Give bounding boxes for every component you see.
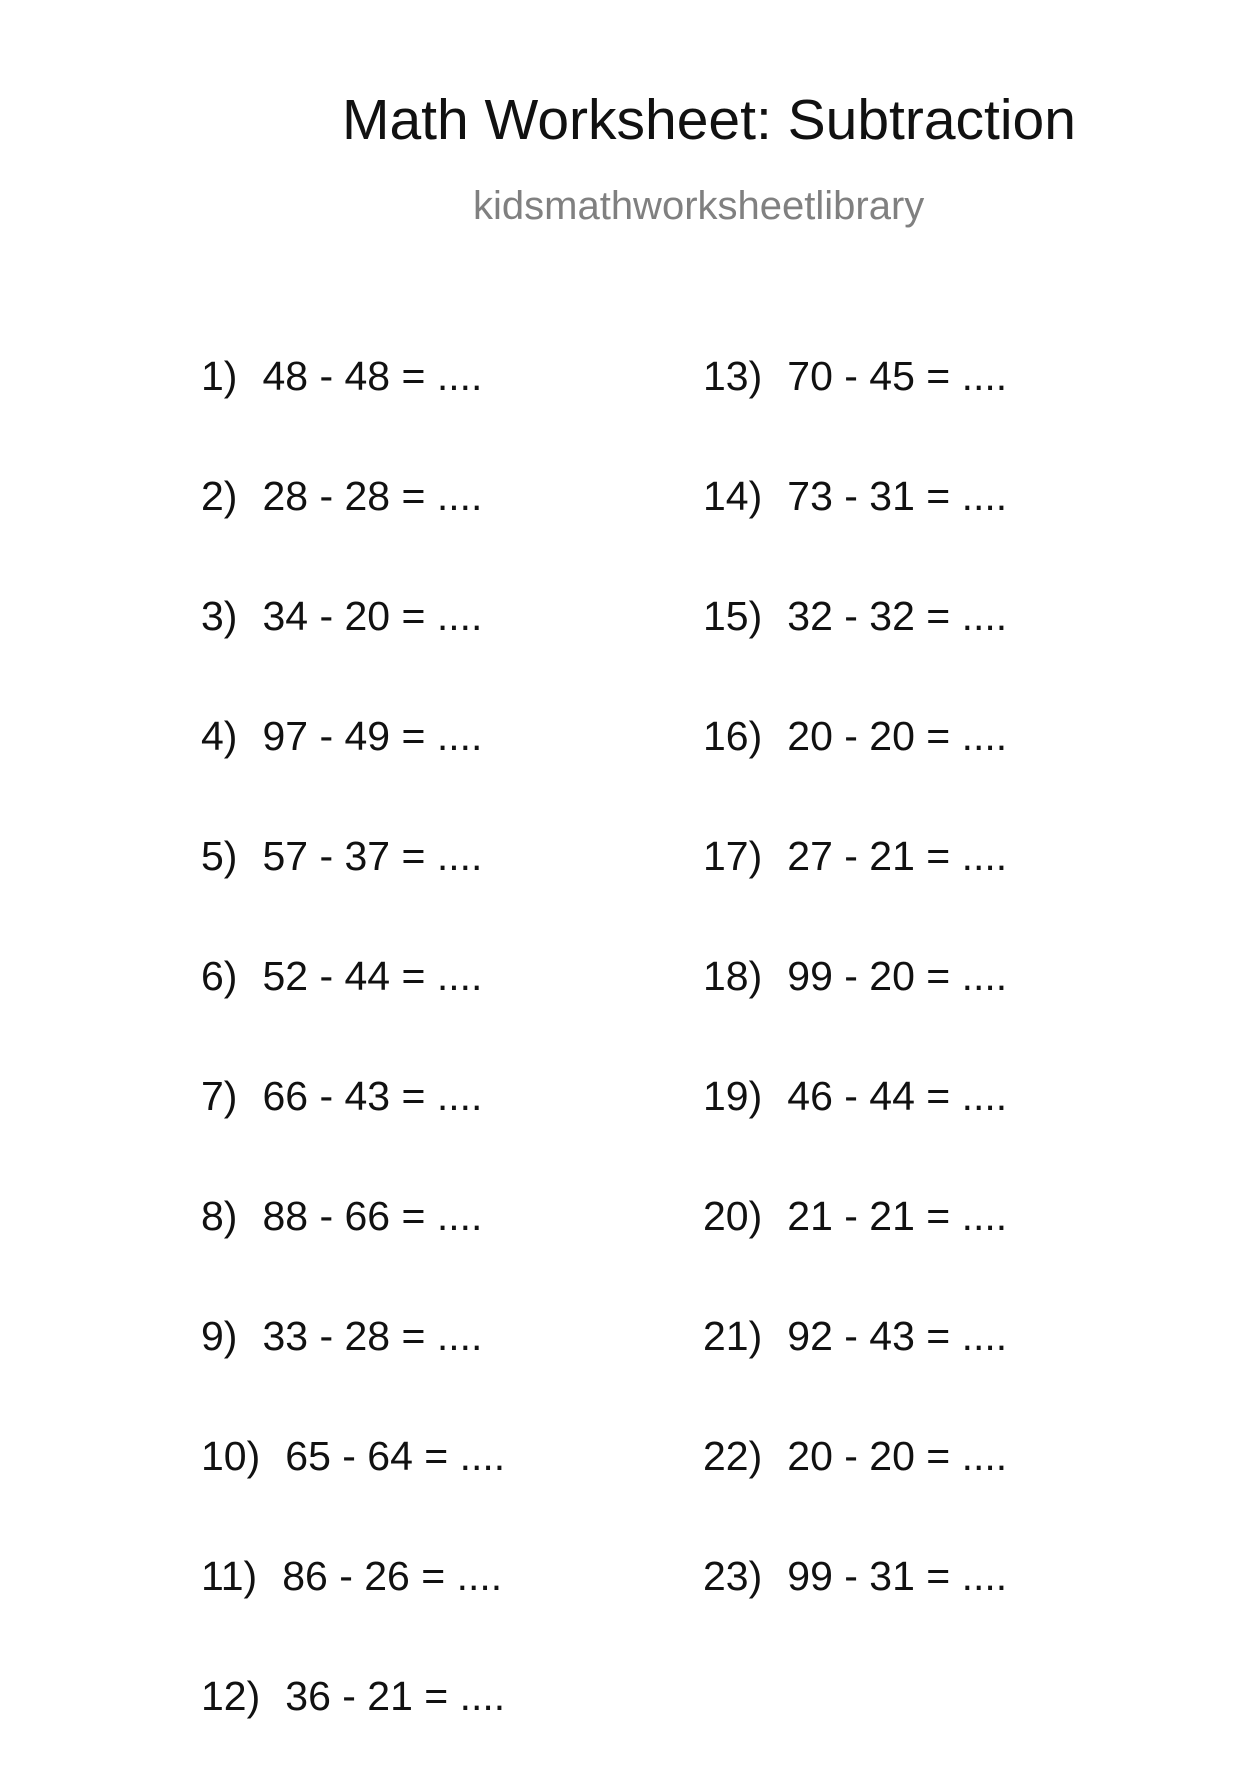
problem-number: 4) (201, 713, 238, 759)
problem-expression: 99 - 20 = .... (787, 953, 1008, 999)
problem-number: 3) (201, 593, 238, 639)
problem-expression: 57 - 37 = .... (262, 833, 483, 879)
problem-item (201, 472, 721, 592)
problem-number: 21) (703, 1313, 763, 1359)
problem-number: 8) (201, 1193, 238, 1239)
problem-number: 9) (201, 1313, 238, 1359)
problem-item (201, 1312, 721, 1432)
problem-number: 2) (201, 473, 238, 519)
worksheet-title: Math Worksheet: Subtraction (342, 88, 1076, 152)
problem-number: 23) (703, 1553, 763, 1599)
problem-expression: 21 - 21 = .... (787, 1193, 1008, 1239)
problem-item (703, 952, 1223, 1072)
problem-item (201, 352, 721, 472)
problem-item (703, 472, 1223, 592)
problem-expression: 20 - 20 = .... (787, 1433, 1008, 1479)
problem-number: 10) (201, 1433, 261, 1479)
problem-expression: 34 - 20 = .... (262, 593, 483, 639)
problem-expression: 97 - 49 = .... (262, 713, 483, 759)
problem-item (703, 352, 1223, 472)
problem-expression: 33 - 28 = .... (262, 1313, 483, 1359)
problem-item (703, 1552, 1223, 1672)
problem-expression: 70 - 45 = .... (787, 353, 1008, 399)
problem-number: 13) (703, 353, 763, 399)
problem-item (703, 832, 1223, 952)
problem-expression: 92 - 43 = .... (787, 1313, 1008, 1359)
problem-expression: 20 - 20 = .... (787, 713, 1008, 759)
problem-item (201, 1672, 721, 1792)
problem-item (703, 1192, 1223, 1312)
problem-expression: 99 - 31 = .... (787, 1553, 1008, 1599)
problem-number: 6) (201, 953, 238, 999)
problem-number: 22) (703, 1433, 763, 1479)
problem-item (201, 1072, 721, 1192)
problem-expression: 27 - 21 = .... (787, 833, 1008, 879)
problem-expression: 88 - 66 = .... (262, 1193, 483, 1239)
problem-item (703, 1432, 1223, 1552)
problem-number: 5) (201, 833, 238, 879)
problem-expression: 86 - 26 = .... (282, 1553, 503, 1599)
worksheet-subtitle: kidsmathworksheetlibrary (473, 184, 925, 228)
problem-item (201, 1552, 721, 1672)
problem-expression: 52 - 44 = .... (262, 953, 483, 999)
problem-number: 1) (201, 353, 238, 399)
problem-item (703, 592, 1223, 712)
problem-item (703, 1072, 1223, 1192)
problem-number: 7) (201, 1073, 238, 1119)
problem-expression: 36 - 21 = .... (285, 1673, 506, 1719)
problem-expression: 66 - 43 = .... (262, 1073, 483, 1119)
problem-item (201, 1192, 721, 1312)
problem-number: 12) (201, 1673, 261, 1719)
problem-item (703, 1312, 1223, 1432)
problem-column-left (201, 352, 721, 1792)
problem-item (201, 712, 721, 832)
problem-item (201, 592, 721, 712)
problem-number: 18) (703, 953, 763, 999)
problem-item (201, 1432, 721, 1552)
problem-number: 16) (703, 713, 763, 759)
problem-number: 14) (703, 473, 763, 519)
problem-item (201, 952, 721, 1072)
problem-item (703, 712, 1223, 832)
problem-expression: 46 - 44 = .... (787, 1073, 1008, 1119)
problem-number: 20) (703, 1193, 763, 1239)
problem-number: 17) (703, 833, 763, 879)
problem-expression: 32 - 32 = .... (787, 593, 1008, 639)
problem-expression: 73 - 31 = .... (787, 473, 1008, 519)
problem-expression: 48 - 48 = .... (262, 353, 483, 399)
problem-expression: 65 - 64 = .... (285, 1433, 506, 1479)
problem-number: 19) (703, 1073, 763, 1119)
problem-number: 15) (703, 593, 763, 639)
problem-number: 11) (201, 1553, 258, 1599)
problem-item (201, 832, 721, 952)
problem-column-right (703, 352, 1223, 1672)
problem-expression: 28 - 28 = .... (262, 473, 483, 519)
